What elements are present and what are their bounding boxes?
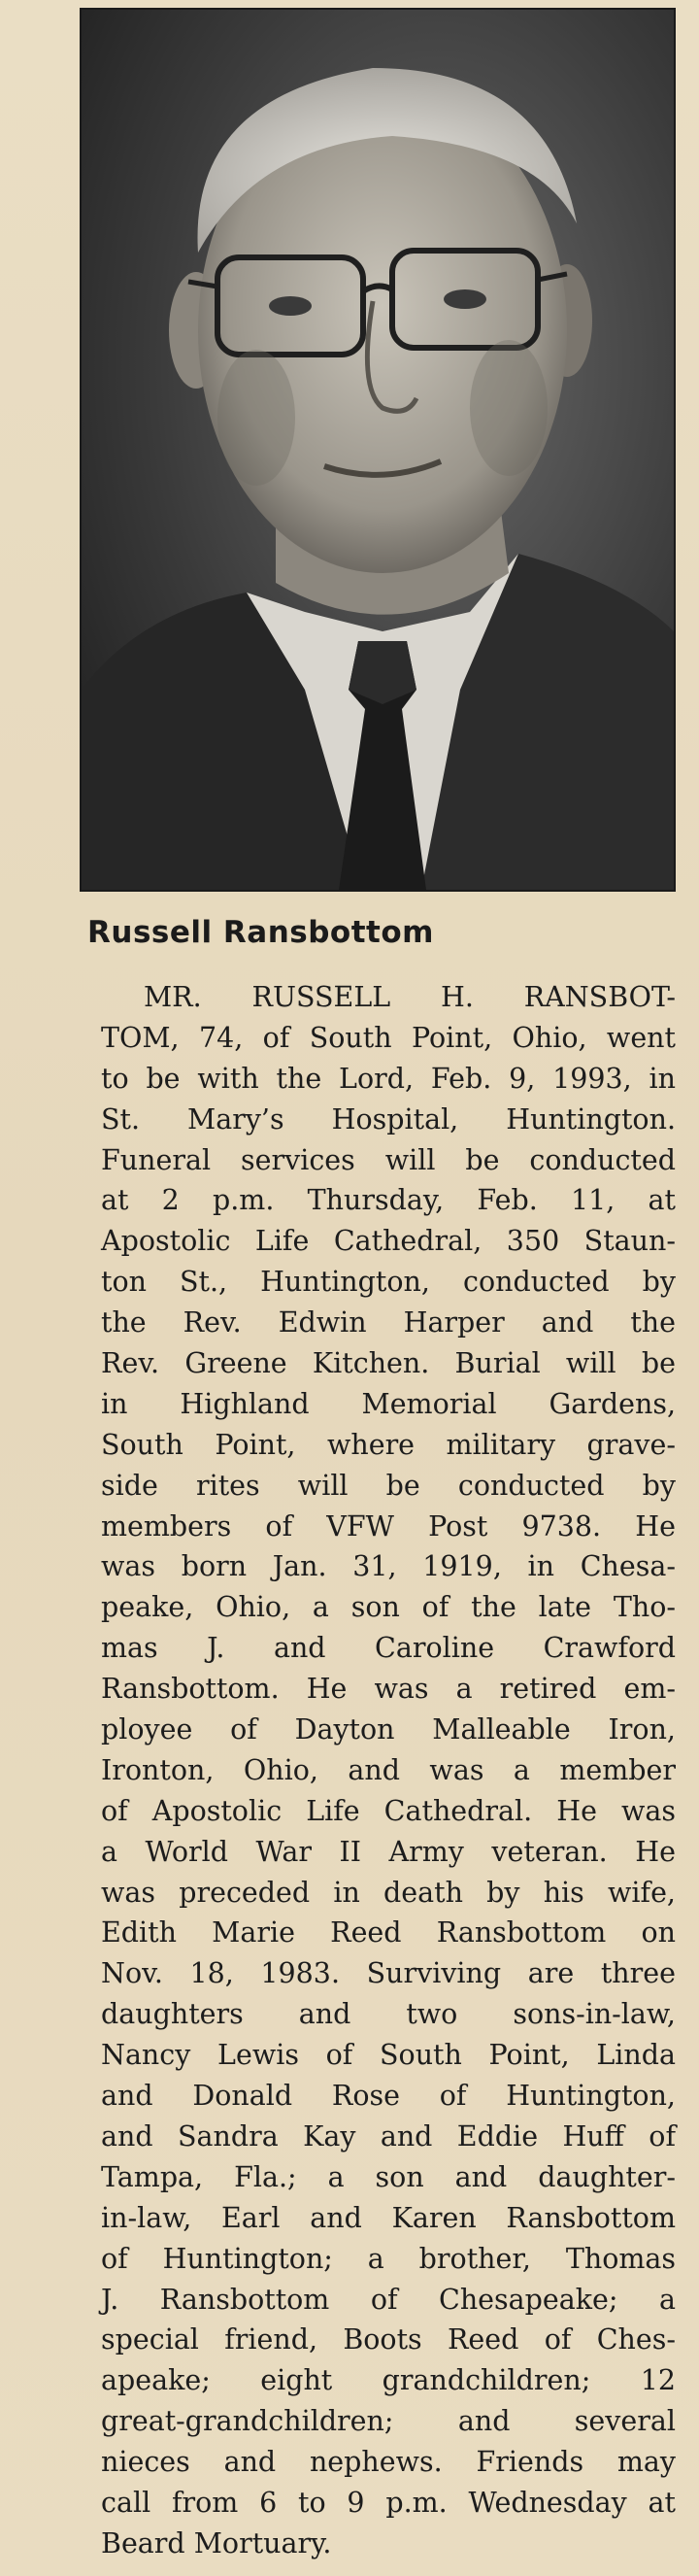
obituary-line: the Rev. Edwin Harper and the <box>101 1306 676 1339</box>
obituary-line: Funeral services will be conducted <box>101 1143 676 1176</box>
portrait-photo <box>80 8 676 892</box>
obituary-line: St. Mary’s Hospital, Huntington. <box>101 1102 676 1135</box>
obituary-line: Ransbottom. He was a retired em- <box>101 1673 676 1706</box>
obituary-line: South Point, where military grave- <box>101 1428 676 1461</box>
obituary-line: to be with the Lord, Feb. 9, 1993, in <box>101 1062 676 1095</box>
obituary-line: Ironton, Ohio, and was a member <box>101 1753 676 1786</box>
obituary-line: peake, Ohio, a son of the late Tho- <box>101 1591 676 1624</box>
obituary-line: of Apostolic Life Cathedral. He was <box>101 1794 676 1827</box>
obituary-line: nieces and nephews. Friends may <box>101 2446 676 2479</box>
obituary-line: in-law, Earl and Karen Ransbottom <box>101 2201 676 2234</box>
obituary-line: Tampa, Fla.; a son and daughter- <box>101 2160 676 2193</box>
obituary-headline: Russell Ransbottom <box>87 915 434 950</box>
obituary-line: ployee of Dayton Malleable Iron, <box>101 1713 676 1746</box>
obituary-line: at 2 p.m. Thursday, Feb. 11, at <box>101 1184 676 1217</box>
obituary-line: side rites will be conducted by <box>101 1469 676 1502</box>
obituary-line: MR. RUSSELL H. RANSBOT- <box>144 981 676 1013</box>
obituary-line: was preceded in death by his wife, <box>101 1876 676 1909</box>
obituary-line: Nancy Lewis of South Point, Linda <box>101 2039 676 2072</box>
obituary-line: call from 6 to 9 p.m. Wednesday at <box>101 2486 676 2519</box>
obituary-line: TOM, 74, of South Point, Ohio, went <box>101 1021 676 1054</box>
obituary-line: in Highland Memorial Gardens, <box>101 1387 676 1420</box>
obituary-line: of Huntington; a brother, Thomas <box>101 2242 676 2275</box>
obituary-line: and Donald Rose of Huntington, <box>101 2080 676 2113</box>
portrait-illustration <box>82 10 674 890</box>
obituary-line: Beard Mortuary. <box>101 2526 332 2559</box>
obituary-body <box>101 977 676 2564</box>
obituary-line: J. Ransbottom of Chesapeake; a <box>101 2283 676 2316</box>
obituary-line: special friend, Boots Reed of Ches- <box>101 2323 676 2356</box>
obituary-line: Nov. 18, 1983. Surviving are three <box>101 1957 676 1990</box>
obituary-line: Edith Marie Reed Ransbottom on <box>101 1916 676 1949</box>
obituary-line: a World War II Army veteran. He <box>101 1835 676 1868</box>
obituary-line: and Sandra Kay and Eddie Huff of <box>101 2119 676 2152</box>
obituary-line: great-grandchildren; and several <box>101 2405 676 2438</box>
obituary-line: mas J. and Caroline Crawford <box>101 1632 676 1665</box>
obituary-line: Rev. Greene Kitchen. Burial will be <box>101 1347 676 1380</box>
obituary-line: apeake; eight grandchildren; 12 <box>101 2364 676 2397</box>
obituary-line: members of VFW Post 9738. He <box>101 1509 676 1542</box>
obituary-line: ton St., Huntington, conducted by <box>101 1266 676 1299</box>
obituary-line: Apostolic Life Cathedral, 350 Staun- <box>101 1225 676 1258</box>
obituary-line: daughters and two sons-in-law, <box>101 1998 676 2031</box>
obituary-line: was born Jan. 31, 1919, in Chesa- <box>101 1550 676 1583</box>
